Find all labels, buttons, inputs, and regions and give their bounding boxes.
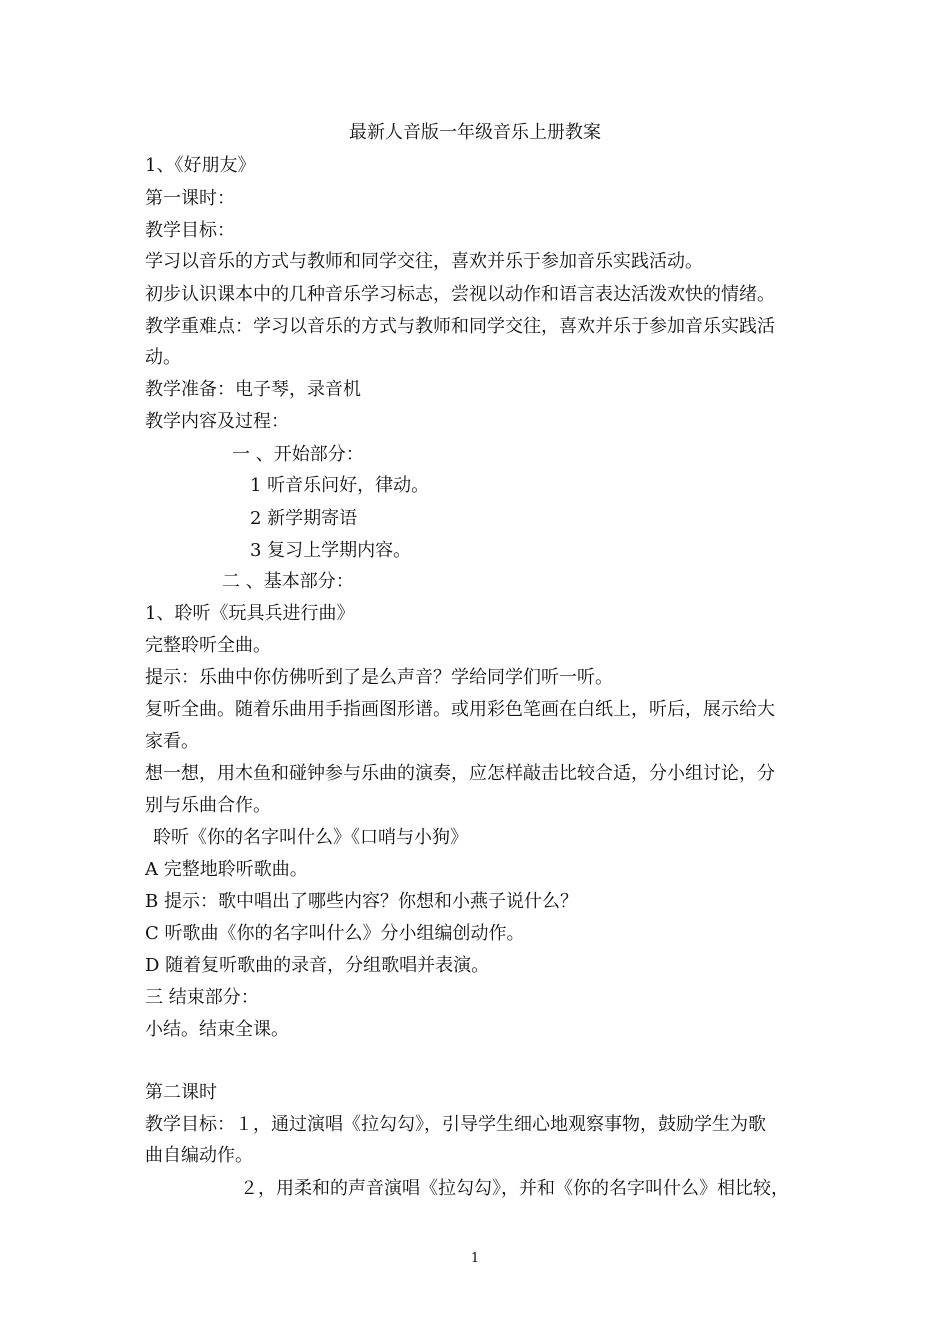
paragraph-line: 聆听《你的名字叫什么》《口哨与小狗》 xyxy=(153,827,468,848)
section-heading: 一 、开始部分： xyxy=(232,444,364,465)
paragraph-line: 教学准备：电子琴，录音机 xyxy=(145,379,361,400)
list-item: D 随着复听歌曲的录音，分组歌唱并表演。 xyxy=(145,955,490,976)
objectives-heading: 教学目标： xyxy=(145,220,235,241)
paragraph-line: ２，用柔和的声音演唱《拉勾勾》，并和《你的名字叫什么》相比较， xyxy=(240,1178,789,1199)
lesson-heading: 1、《好朋友》 xyxy=(145,155,256,176)
section-heading: 二 、基本部分： xyxy=(222,571,354,592)
paragraph-line: 初步认识课本中的几种音乐学习标志，尝视以动作和语言表达活泼欢快的情绪。 xyxy=(145,284,775,305)
second-period-heading: 第二课时 xyxy=(145,1082,217,1103)
list-item: A 完整地聆听歌曲。 xyxy=(145,859,308,880)
list-item: B 提示：歌中唱出了哪些内容？你想和小燕子说什么？ xyxy=(145,891,578,912)
paragraph-line: 曲自编动作。 xyxy=(145,1145,253,1166)
paragraph-line: 提示：乐曲中你仿佛听到了是么声音？学给同学们听一听。 xyxy=(145,667,613,688)
list-item: 1 听音乐问好，律动。 xyxy=(250,475,430,496)
paragraph-line: 1、聆听《玩具兵进行曲》 xyxy=(145,603,355,624)
list-item: C 听歌曲《你的名字叫什么》分小组编创动作。 xyxy=(145,923,525,944)
document-title: 最新人音版一年级音乐上册教案 xyxy=(349,122,601,143)
paragraph-line: 学习以音乐的方式与教师和同学交往，喜欢并乐于参加音乐实践活动。 xyxy=(145,251,703,272)
section-heading: 三 结束部分： xyxy=(145,987,259,1008)
list-item: 2 新学期寄语 xyxy=(250,508,358,529)
paragraph-line: 教学重难点：学习以音乐的方式与教师和同学交往，喜欢并乐于参加音乐实践活 xyxy=(145,316,775,337)
paragraph-line: 教学目标：１，通过演唱《拉勾勾》，引导学生细心地观察事物，鼓励学生为歌 xyxy=(145,1114,766,1135)
paragraph-line: 小结。结束全课。 xyxy=(145,1019,289,1040)
page-number: 1 xyxy=(470,1251,480,1266)
paragraph-line: 教学内容及过程： xyxy=(145,411,289,432)
list-item: 3 复习上学期内容。 xyxy=(250,540,412,561)
paragraph-line: 完整聆听全曲。 xyxy=(145,635,271,656)
paragraph-line: 动。 xyxy=(145,347,181,368)
paragraph-line: 别与乐曲合作。 xyxy=(145,795,271,816)
paragraph-line: 家看。 xyxy=(145,731,199,752)
paragraph-line: 复听全曲。随着乐曲用手指画图形谱。或用彩色笔画在白纸上，听后，展示给大 xyxy=(145,699,775,720)
paragraph-line: 想一想，用木鱼和碰钟参与乐曲的演奏，应怎样敲击比较合适，分小组讨论，分 xyxy=(145,763,775,784)
first-period-heading: 第一课时： xyxy=(145,188,235,209)
